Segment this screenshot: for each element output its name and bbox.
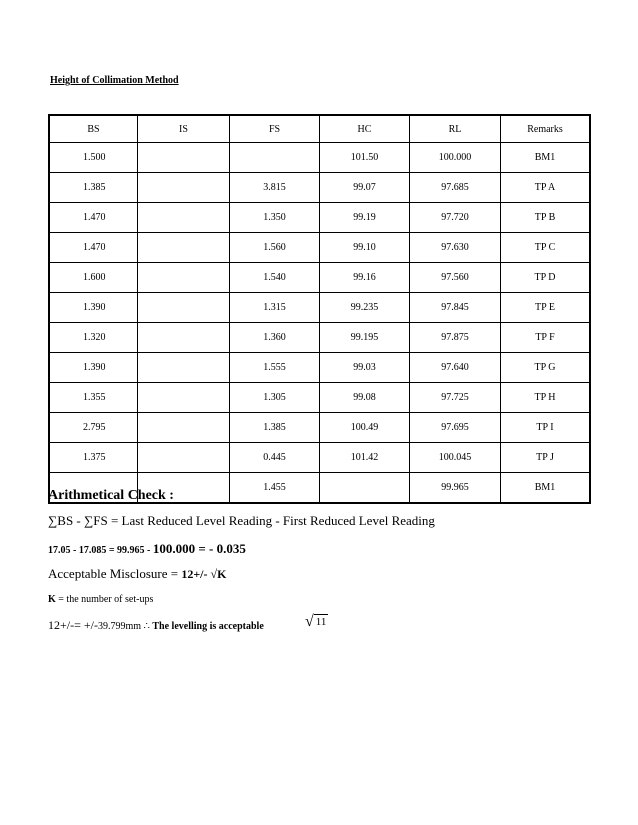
cell-is — [138, 443, 230, 473]
cell-remarks: TP F — [501, 323, 591, 353]
table-row — [49, 203, 590, 233]
cell-fs: 1.350 — [230, 203, 320, 233]
result-part-3: 39.799mm ∴ — [97, 621, 153, 632]
cell-fs: 1.455 — [230, 473, 320, 504]
table-row — [49, 353, 590, 383]
cell-fs: 1.540 — [230, 263, 320, 293]
cell-fs: 1.555 — [230, 353, 320, 383]
cell-rl: 97.640 — [410, 353, 501, 383]
cell-is — [138, 323, 230, 353]
k-definition — [48, 594, 153, 605]
cell-rl: 97.560 — [410, 263, 501, 293]
cell-remarks: BM1 — [501, 143, 591, 173]
cell-fs: 1.315 — [230, 293, 320, 323]
cell-is — [138, 383, 230, 413]
misclosure-value: 12+/- √K — [181, 567, 227, 581]
cell-is — [138, 293, 230, 323]
cell-fs: 1.560 — [230, 233, 320, 263]
cell-is — [138, 173, 230, 203]
table-row — [49, 173, 590, 203]
header-remarks: Remarks — [501, 115, 591, 143]
cell-remarks: TP D — [501, 263, 591, 293]
cell-is — [138, 413, 230, 443]
cell-remarks: TP B — [501, 203, 591, 233]
table-row — [49, 413, 590, 443]
cell-is — [138, 353, 230, 383]
cell-bs: 1.390 — [49, 353, 138, 383]
table-row — [49, 293, 590, 323]
check-equation: ∑BS - ∑FS = Last Reduced Level Reading - First Reduced Level Reading — [48, 513, 435, 528]
cell-rl: 97.685 — [410, 173, 501, 203]
cell-is — [138, 233, 230, 263]
cell-remarks: TP G — [501, 353, 591, 383]
levelling-table — [48, 114, 591, 504]
result-part-2: +/-= +/- — [60, 618, 98, 632]
table-row — [49, 443, 590, 473]
cell-hc: 101.50 — [320, 143, 410, 173]
cell-bs: 1.600 — [49, 263, 138, 293]
cell-bs: 1.375 — [49, 443, 138, 473]
misclosure-formula — [48, 566, 226, 582]
result-conclusion: The levelling is acceptable — [152, 621, 264, 632]
cell-rl: 100.000 — [410, 143, 501, 173]
table-row — [49, 323, 590, 353]
sqrt-value: 11 — [315, 616, 327, 628]
header-rl: RL — [410, 115, 501, 143]
k-description: = the number of set-ups — [55, 594, 154, 605]
cell-hc: 99.16 — [320, 263, 410, 293]
header-is: IS — [138, 115, 230, 143]
calc-part-2: 100.000 = - 0.035 — [152, 541, 246, 556]
k-symbol: K — [48, 594, 56, 605]
misclosure-label: Acceptable Misclosure = — [48, 566, 182, 581]
cell-fs: 1.360 — [230, 323, 320, 353]
cell-remarks: TP C — [501, 233, 591, 263]
header-hc: HC — [320, 115, 410, 143]
table-header-row — [49, 115, 590, 143]
cell-hc: 99.08 — [320, 383, 410, 413]
cell-bs: 1.470 — [49, 203, 138, 233]
table-body — [49, 143, 590, 504]
cell-hc: 101.42 — [320, 443, 410, 473]
cell-bs: 2.795 — [49, 413, 138, 443]
radical-icon: √ — [305, 613, 314, 630]
cell-remarks: BM1 — [501, 473, 591, 504]
cell-hc — [320, 473, 410, 504]
table-row — [49, 233, 590, 263]
page-title: Height of Collimation Method — [50, 75, 179, 86]
table-row — [49, 383, 590, 413]
cell-fs: 1.385 — [230, 413, 320, 443]
cell-bs: 1.470 — [49, 233, 138, 263]
check-calculation — [48, 541, 246, 557]
cell-rl: 100.045 — [410, 443, 501, 473]
cell-fs: 0.445 — [230, 443, 320, 473]
result-part-1: 12 — [48, 618, 60, 632]
cell-remarks: TP I — [501, 413, 591, 443]
cell-rl: 97.630 — [410, 233, 501, 263]
cell-remarks: TP H — [501, 383, 591, 413]
cell-bs: 1.320 — [49, 323, 138, 353]
cell-rl: 97.875 — [410, 323, 501, 353]
cell-hc: 99.07 — [320, 173, 410, 203]
cell-remarks: TP J — [501, 443, 591, 473]
cell-hc: 99.03 — [320, 353, 410, 383]
cell-hc: 99.195 — [320, 323, 410, 353]
cell-bs: 1.355 — [49, 383, 138, 413]
header-bs: BS — [49, 115, 138, 143]
cell-fs: 1.305 — [230, 383, 320, 413]
sqrt-expression — [305, 614, 328, 630]
cell-rl: 97.720 — [410, 203, 501, 233]
cell-hc: 100.49 — [320, 413, 410, 443]
cell-remarks: TP E — [501, 293, 591, 323]
cell-is — [138, 203, 230, 233]
cell-rl: 97.725 — [410, 383, 501, 413]
calc-part-1: 17.05 - 17.085 = 99.965 - — [48, 545, 153, 556]
cell-rl: 97.695 — [410, 413, 501, 443]
cell-hc: 99.235 — [320, 293, 410, 323]
cell-remarks: TP A — [501, 173, 591, 203]
cell-bs: 1.500 — [49, 143, 138, 173]
table-row — [49, 263, 590, 293]
header-fs: FS — [230, 115, 320, 143]
cell-bs: 1.390 — [49, 293, 138, 323]
cell-rl: 99.965 — [410, 473, 501, 504]
cell-hc: 99.10 — [320, 233, 410, 263]
cell-fs: 3.815 — [230, 173, 320, 203]
cell-hc: 99.19 — [320, 203, 410, 233]
cell-rl: 97.845 — [410, 293, 501, 323]
cell-is — [138, 143, 230, 173]
cell-bs: 1.385 — [49, 173, 138, 203]
cell-fs — [230, 143, 320, 173]
misclosure-result — [48, 618, 264, 633]
table-row — [49, 143, 590, 173]
arithmetical-check-heading: Arithmetical Check : — [48, 488, 174, 503]
cell-is — [138, 263, 230, 293]
